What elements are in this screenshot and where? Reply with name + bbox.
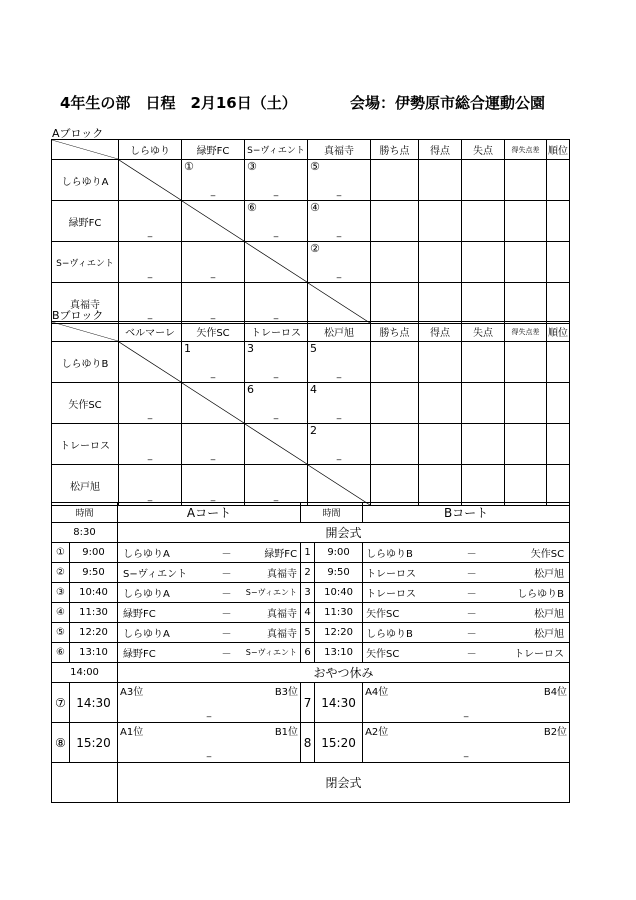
venue: 会場：伊勢原市総合運動公園 [350, 94, 546, 112]
score-dash: _ [336, 269, 342, 279]
team-header: トレーロス [245, 322, 308, 342]
break-time: 14:00 [52, 663, 118, 683]
stat-cell [505, 283, 547, 324]
goal-diff-header: 得失点差 [505, 140, 547, 160]
match-cell [308, 383, 371, 424]
placement-right: B3位 [274, 687, 299, 698]
score-dash: _ [147, 410, 153, 420]
stat-cell [371, 242, 419, 283]
row-team: トレーロス [52, 424, 119, 465]
match-time: 14:30 [70, 683, 118, 723]
diagonal [52, 322, 118, 341]
team-header: 矢作SC [182, 322, 245, 342]
away-team: 真福寺 [243, 563, 301, 583]
match-cell [245, 342, 308, 383]
home-team: トレーロス [363, 563, 456, 583]
stat-cell [371, 465, 419, 506]
match-time: 15:20 [70, 723, 118, 763]
placement-left: A2位 [365, 727, 389, 738]
score-dash: _ [463, 708, 469, 718]
vs-dash: － [211, 583, 243, 603]
vs-dash: － [456, 583, 488, 603]
match-number: 3 [301, 583, 315, 603]
row-team: 松戸旭 [52, 465, 119, 506]
team-header: 真福寺 [308, 140, 371, 160]
match-number: ② [52, 563, 70, 583]
match-cell [119, 283, 182, 324]
away-team: 松戸旭 [488, 563, 570, 583]
away-team: 松戸旭 [488, 603, 570, 623]
team-header: ベルマーレ [119, 322, 182, 342]
match-time: 9:00 [315, 543, 363, 563]
self-cell [182, 201, 245, 242]
match-cell [182, 283, 245, 324]
diagonal [245, 242, 307, 282]
rank-header: 順位 [547, 322, 570, 342]
stat-cell [462, 465, 505, 506]
row-team: しらゆりB [52, 342, 119, 383]
self-cell [182, 383, 245, 424]
team-header: しらゆり [119, 140, 182, 160]
match-number: ③ [247, 160, 257, 173]
match-row [52, 603, 570, 623]
away-team: S−ヴィエント [243, 643, 301, 663]
match-cell [245, 201, 308, 242]
match-cell [308, 424, 371, 465]
stat-cell [419, 465, 462, 506]
vs-dash: － [456, 623, 488, 643]
score-dash: _ [463, 748, 469, 758]
match-cell [308, 242, 371, 283]
row-team: S−ヴィエント [52, 242, 119, 283]
vs-dash: － [211, 543, 243, 563]
match-number: ⑧ [52, 723, 70, 763]
stat-cell [505, 201, 547, 242]
stat-cell [371, 283, 419, 324]
stat-cell [419, 242, 462, 283]
match-time: 10:40 [315, 583, 363, 603]
stat-cell [462, 201, 505, 242]
diagonal [308, 283, 370, 323]
stat-cell [371, 201, 419, 242]
time-header: 時間 [301, 503, 363, 523]
diagonal [245, 424, 307, 464]
team-header: S−ヴィエント [245, 140, 308, 160]
closing-ceremony: 閉会式 [118, 763, 570, 803]
vs-dash: － [211, 563, 243, 583]
stat-cell [505, 383, 547, 424]
home-team: 矢作SC [363, 643, 456, 663]
match-time: 9:00 [70, 543, 118, 563]
stat-cell [462, 242, 505, 283]
stat-cell [371, 342, 419, 383]
home-team: しらゆりB [363, 543, 456, 563]
stat-cell [505, 424, 547, 465]
row-team: 緑野FC [52, 201, 119, 242]
score-dash: _ [273, 228, 279, 238]
placement-right: B4位 [543, 687, 568, 698]
match-row [52, 583, 570, 603]
row-team: しらゆりA [52, 160, 119, 201]
stat-cell [419, 201, 462, 242]
away-team: 真福寺 [243, 623, 301, 643]
stat-cell [462, 160, 505, 201]
stat-cell [419, 342, 462, 383]
score-dash: _ [273, 310, 279, 320]
match-row [52, 563, 570, 583]
vs-dash: － [456, 563, 488, 583]
score-dash: _ [147, 269, 153, 279]
stat-cell [371, 424, 419, 465]
match-cell [182, 465, 245, 506]
placement-right: B1位 [274, 727, 299, 738]
opening-ceremony: 開会式 [118, 523, 570, 543]
vs-dash: － [456, 643, 488, 663]
match-cell [119, 383, 182, 424]
block-a-table [51, 139, 570, 324]
home-team: S−ヴィエント [118, 563, 211, 583]
score-dash: _ [273, 187, 279, 197]
match-number: 7 [301, 683, 315, 723]
placement-left: A3位 [120, 687, 144, 698]
match-number: 2 [310, 424, 317, 437]
match-number: ④ [52, 603, 70, 623]
stat-cell [462, 424, 505, 465]
stat-cell [547, 160, 570, 201]
match-time: 13:10 [70, 643, 118, 663]
match-number: 4 [310, 383, 317, 396]
closing-time [52, 763, 118, 803]
self-cell [308, 283, 371, 324]
stat-cell [505, 342, 547, 383]
match-number: 4 [301, 603, 315, 623]
home-team: 緑野FC [118, 603, 211, 623]
stat-cell [419, 160, 462, 201]
match-cell [182, 342, 245, 383]
score-dash: _ [147, 310, 153, 320]
match-number: 1 [301, 543, 315, 563]
score-dash: _ [336, 410, 342, 420]
self-cell [119, 342, 182, 383]
away-team: S−ヴィエント [243, 583, 301, 603]
match-time: 14:30 [315, 683, 363, 723]
stat-cell [547, 383, 570, 424]
match-time: 11:30 [315, 603, 363, 623]
match-time: 13:10 [315, 643, 363, 663]
stat-cell [419, 424, 462, 465]
placement-left: A4位 [365, 687, 389, 698]
placement-match [363, 683, 570, 723]
match-cell [245, 283, 308, 324]
score-dash: _ [147, 228, 153, 238]
stat-cell [547, 342, 570, 383]
diagonal [182, 201, 244, 241]
match-time: 9:50 [315, 563, 363, 583]
stat-cell [419, 283, 462, 324]
match-number: ① [184, 160, 194, 173]
score-dash: _ [210, 451, 216, 461]
match-number: 3 [247, 342, 254, 355]
goals-against-header: 失点 [462, 322, 505, 342]
home-team: 緑野FC [118, 643, 211, 663]
away-team: トレーロス [488, 643, 570, 663]
final-row [52, 683, 570, 723]
score-dash: _ [273, 369, 279, 379]
away-team: 真福寺 [243, 603, 301, 623]
vs-dash: － [211, 623, 243, 643]
match-time: 15:20 [315, 723, 363, 763]
match-number: ⑥ [52, 643, 70, 663]
match-row [52, 643, 570, 663]
match-number: ③ [52, 583, 70, 603]
score-dash: _ [206, 748, 212, 758]
home-team: トレーロス [363, 583, 456, 603]
match-number: 5 [310, 342, 317, 355]
win-pts-header: 勝ち点 [371, 322, 419, 342]
opening-time: 8:30 [52, 523, 118, 543]
stat-cell [547, 465, 570, 506]
match-number: 1 [184, 342, 191, 355]
match-number: 5 [301, 623, 315, 643]
block-b-label: Bブロック [52, 309, 104, 322]
match-cell [119, 424, 182, 465]
score-dash: _ [273, 492, 279, 502]
match-cell [245, 383, 308, 424]
match-number: ⑤ [52, 623, 70, 643]
home-team: 矢作SC [363, 603, 456, 623]
score-dash: _ [206, 708, 212, 718]
match-cell [119, 465, 182, 506]
placement-match [363, 723, 570, 763]
match-time: 10:40 [70, 583, 118, 603]
score-dash: _ [210, 187, 216, 197]
match-cell [245, 160, 308, 201]
stat-cell [547, 242, 570, 283]
corner-cell [52, 140, 119, 160]
time-header: 時間 [52, 503, 118, 523]
stat-cell [462, 383, 505, 424]
match-number: ② [310, 242, 320, 255]
vs-dash: － [211, 603, 243, 623]
self-cell [119, 160, 182, 201]
team-header: 緑野FC [182, 140, 245, 160]
stat-cell [505, 160, 547, 201]
snack-break: おやつ休み [118, 663, 570, 683]
match-number: 6 [247, 383, 254, 396]
court-b-header: Bコート [363, 503, 570, 523]
score-dash: _ [210, 310, 216, 320]
home-team: しらゆりB [363, 623, 456, 643]
goals-for-header: 得点 [419, 140, 462, 160]
match-number: ⑥ [247, 201, 257, 214]
match-row [52, 543, 570, 563]
court-a-header: Aコート [118, 503, 301, 523]
final-row [52, 723, 570, 763]
match-cell [308, 201, 371, 242]
corner-cell [52, 322, 119, 342]
match-time: 12:20 [70, 623, 118, 643]
stat-cell [547, 424, 570, 465]
rank-header: 順位 [547, 140, 570, 160]
placement-right: B2位 [543, 727, 568, 738]
match-row [52, 623, 570, 643]
score-dash: _ [210, 269, 216, 279]
match-cell [245, 465, 308, 506]
match-number: 2 [301, 563, 315, 583]
match-rows [52, 543, 570, 663]
diagonal [119, 160, 181, 200]
placement-left: A1位 [120, 727, 144, 738]
goal-diff-header: 得失点差 [505, 322, 547, 342]
away-team: 緑野FC [243, 543, 301, 563]
match-number: ⑤ [310, 160, 320, 173]
self-cell [245, 242, 308, 283]
diagonal [119, 342, 181, 382]
stat-cell [505, 465, 547, 506]
schedule-table [51, 502, 570, 803]
row-team: 矢作SC [52, 383, 119, 424]
match-cell [182, 242, 245, 283]
page-title: 4年生の部 日程 2月16日（土） [60, 94, 297, 112]
match-number: 6 [301, 643, 315, 663]
goals-against-header: 失点 [462, 140, 505, 160]
match-number: ⑦ [52, 683, 70, 723]
diagonal [52, 140, 118, 159]
match-cell [119, 201, 182, 242]
team-header: 松戸旭 [308, 322, 371, 342]
stat-cell [371, 160, 419, 201]
placement-match [118, 683, 301, 723]
home-team: しらゆりA [118, 543, 211, 563]
stat-cell [462, 342, 505, 383]
vs-dash: － [211, 643, 243, 663]
score-dash: _ [147, 492, 153, 502]
self-cell [245, 424, 308, 465]
match-cell [308, 342, 371, 383]
home-team: しらゆりA [118, 583, 211, 603]
placement-match [118, 723, 301, 763]
row-team: 真福寺 [52, 283, 119, 324]
away-team: 矢作SC [488, 543, 570, 563]
diagonal [182, 383, 244, 423]
stat-cell [419, 383, 462, 424]
score-dash: _ [336, 369, 342, 379]
away-team: 松戸旭 [488, 623, 570, 643]
stat-cell [505, 242, 547, 283]
score-dash: _ [336, 228, 342, 238]
match-cell [182, 424, 245, 465]
score-dash: _ [336, 187, 342, 197]
score-dash: _ [273, 410, 279, 420]
diagonal [308, 465, 370, 505]
block-a-label: Aブロック [52, 127, 104, 140]
match-time: 11:30 [70, 603, 118, 623]
block-b-table [51, 321, 570, 506]
away-team: しらゆりB [488, 583, 570, 603]
score-dash: _ [336, 451, 342, 461]
match-number: ① [52, 543, 70, 563]
match-time: 12:20 [315, 623, 363, 643]
match-number: ④ [310, 201, 320, 214]
stat-cell [547, 283, 570, 324]
score-dash: _ [147, 451, 153, 461]
vs-dash: － [456, 603, 488, 623]
home-team: しらゆりA [118, 623, 211, 643]
score-dash: _ [210, 492, 216, 502]
vs-dash: － [456, 543, 488, 563]
goals-for-header: 得点 [419, 322, 462, 342]
self-cell [308, 465, 371, 506]
match-time: 9:50 [70, 563, 118, 583]
stat-cell [371, 383, 419, 424]
match-number: 8 [301, 723, 315, 763]
stat-cell [462, 283, 505, 324]
match-cell [119, 242, 182, 283]
match-cell [308, 160, 371, 201]
match-cell [182, 160, 245, 201]
win-pts-header: 勝ち点 [371, 140, 419, 160]
stat-cell [547, 201, 570, 242]
final-rows [52, 683, 570, 763]
score-dash: _ [210, 369, 216, 379]
